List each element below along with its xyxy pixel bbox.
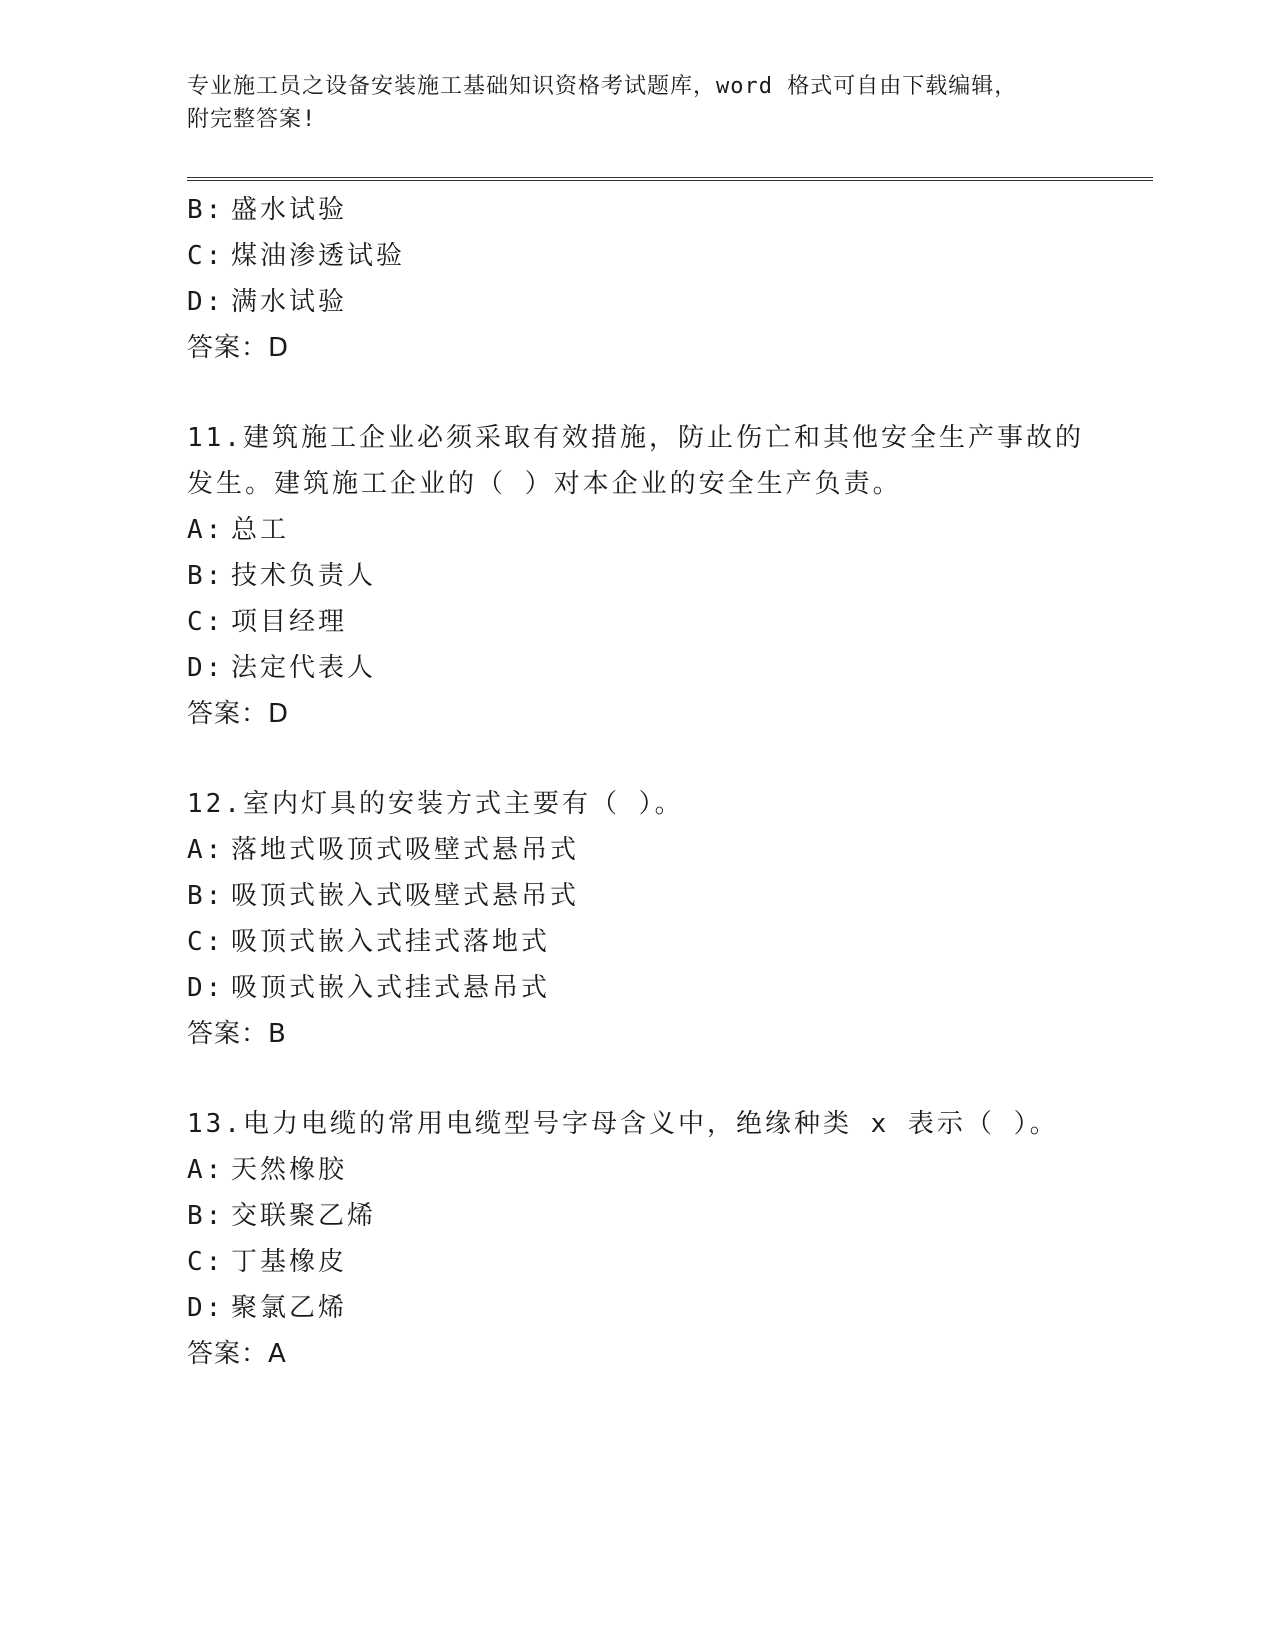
option-text: 技术负责人 <box>231 561 377 591</box>
option-text: 项目经理 <box>231 607 348 637</box>
option-text: 吸顶式嵌入式吸壁式悬吊式 <box>231 881 580 911</box>
question-text-line-1: 12.室内灯具的安装方式主要有（ ）。 <box>187 789 684 819</box>
option-text: 总工 <box>231 515 290 545</box>
question-12 <box>187 781 1117 1057</box>
header-divider <box>187 177 1153 181</box>
spacer <box>187 737 1117 781</box>
answer-line: 答案：B <box>187 1019 287 1049</box>
option-b <box>187 187 1117 233</box>
option-label: C: <box>187 927 225 957</box>
option-label: A: <box>187 1155 225 1185</box>
option-a <box>187 827 1117 873</box>
option-text: 聚氯乙烯 <box>231 1293 348 1323</box>
option-text: 满水试验 <box>231 287 348 317</box>
option-d <box>187 279 1117 325</box>
option-a <box>187 1147 1117 1193</box>
option-b <box>187 873 1117 919</box>
header-line-2: 附完整答案! <box>187 107 317 132</box>
option-label: B: <box>187 561 225 591</box>
question-text-line-1: 11.建筑施工企业必须采取有效措施，防止伤亡和其他安全生产事故的 <box>187 423 1084 453</box>
option-text: 交联聚乙烯 <box>231 1201 377 1231</box>
option-label: B: <box>187 195 225 225</box>
option-a <box>187 507 1117 553</box>
option-d <box>187 965 1117 1011</box>
question-text-line-1: 13.电力电缆的常用电缆型号字母含义中，绝缘种类 x 表示（ ）。 <box>187 1109 1059 1139</box>
question-text-line-2: 发生。建筑施工企业的（ ）对本企业的安全生产负责。 <box>187 469 902 499</box>
option-text: 法定代表人 <box>231 653 377 683</box>
option-b <box>187 1193 1117 1239</box>
option-label: D: <box>187 1293 225 1323</box>
document-header <box>187 70 1087 136</box>
question-13 <box>187 1101 1117 1377</box>
header-line-1: 专业施工员之设备安装施工基础知识资格考试题库，word 格式可自由下载编辑， <box>187 74 1018 99</box>
option-label: C: <box>187 1247 225 1277</box>
question-10 <box>187 187 1117 371</box>
option-text: 煤油渗透试验 <box>231 241 406 271</box>
option-label: C: <box>187 241 225 271</box>
option-c <box>187 599 1117 645</box>
option-text: 天然橡胶 <box>231 1155 348 1185</box>
spacer <box>187 1057 1117 1101</box>
option-text: 吸顶式嵌入式挂式落地式 <box>231 927 551 957</box>
option-text: 丁基橡皮 <box>231 1247 348 1277</box>
option-b <box>187 553 1117 599</box>
option-label: B: <box>187 1201 225 1231</box>
option-label: D: <box>187 653 225 683</box>
answer-line: 答案：D <box>187 333 290 363</box>
option-label: B: <box>187 881 225 911</box>
spacer <box>187 371 1117 415</box>
option-label: D: <box>187 287 225 317</box>
option-d <box>187 645 1117 691</box>
answer-line: 答案：D <box>187 699 290 729</box>
option-d <box>187 1285 1117 1331</box>
option-c <box>187 919 1117 965</box>
option-label: C: <box>187 607 225 637</box>
question-list <box>187 187 1117 1377</box>
option-label: A: <box>187 835 225 865</box>
option-text: 吸顶式嵌入式挂式悬吊式 <box>231 973 551 1003</box>
question-11 <box>187 415 1117 737</box>
option-c <box>187 233 1117 279</box>
option-text: 盛水试验 <box>231 195 348 225</box>
option-label: A: <box>187 515 225 545</box>
option-label: D: <box>187 973 225 1003</box>
answer-line: 答案：A <box>187 1339 287 1369</box>
option-text: 落地式吸顶式吸壁式悬吊式 <box>231 835 580 865</box>
option-c <box>187 1239 1117 1285</box>
